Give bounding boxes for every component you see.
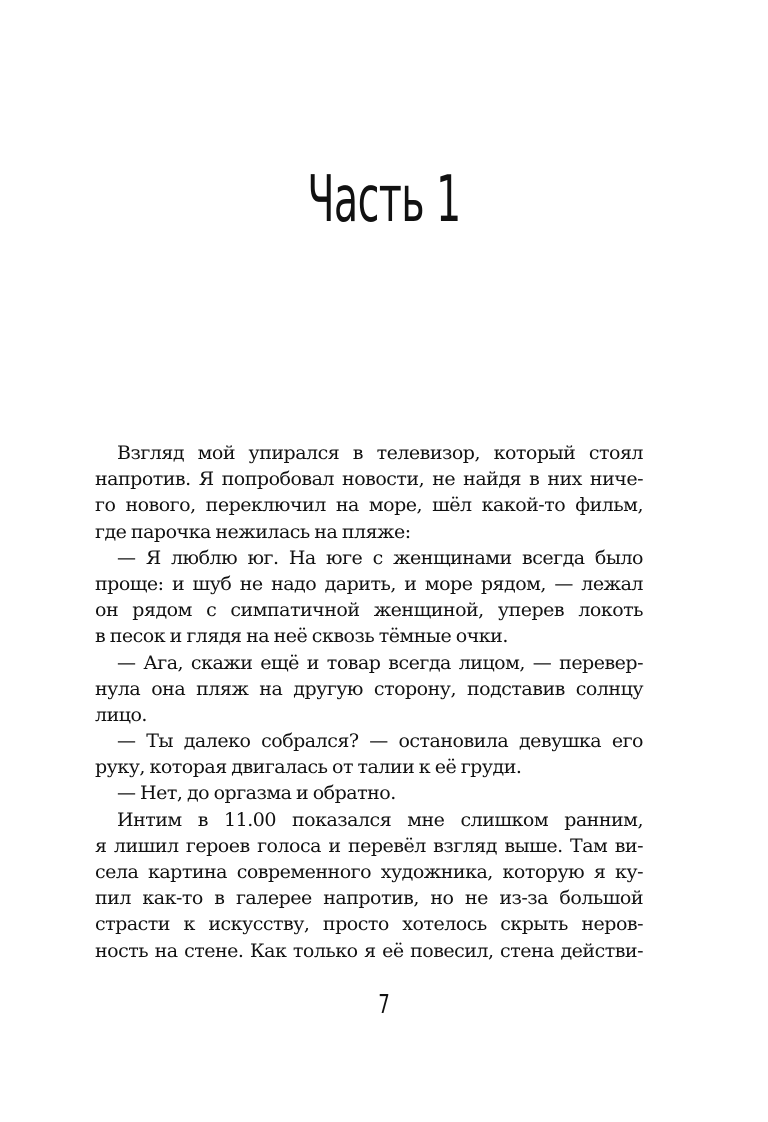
text-line: села картина современного художника, которую я ку- bbox=[95, 861, 643, 883]
text-line: напротив. Я попробовал новости, не найдя в них ниче- bbox=[95, 468, 643, 491]
text-line: го нового, переключил на море, шёл какой-то фильм, bbox=[95, 494, 643, 517]
text-line: Взгляд мой упирался в телевизор, который стоял bbox=[117, 442, 643, 464]
text-line: нула она пляж на другую сторону, подставив солнцу bbox=[95, 677, 643, 700]
chapter-title: Часть 1 bbox=[307, 163, 461, 237]
text-line: страсти к искусству, просто хотелось скрыть неров- bbox=[95, 913, 643, 936]
text-line: проще: и шуб не надо дарить, и море рядом, — лежал bbox=[95, 572, 643, 595]
text-line: — Нет, до оргазма и обратно. bbox=[117, 782, 396, 805]
text-line: ность на стене. Как только я её повесил, стена действи- bbox=[95, 939, 643, 962]
text-line: где парочка нежилась на пляже: bbox=[95, 520, 411, 543]
text-line: Интим в 11.00 показался мне слишком ранним, bbox=[117, 808, 643, 831]
text-line: он рядом с симпатичной женщиной, уперев локоть bbox=[95, 599, 643, 622]
text-line: — Я люблю юг. На юге с женщинами всегда было bbox=[117, 546, 643, 569]
text-line: руку, которая двигалась от талии к её груди. bbox=[95, 756, 522, 779]
text-line: лицо. bbox=[95, 703, 147, 726]
page-number: 7 bbox=[378, 990, 390, 1020]
body-text bbox=[95, 440, 643, 964]
text-line: в песок и глядя на неё сквозь тёмные очки. bbox=[95, 625, 508, 648]
text-line: — Ага, скажи ещё и товар всегда лицом, — перевер- bbox=[117, 651, 643, 674]
text-line: пил как-то в галерее напротив, но не из-за большой bbox=[95, 887, 643, 910]
text-line: — Ты далеко собрался? — остановила девушка его bbox=[117, 730, 643, 753]
text-line: я лишил героев голоса и перевёл взгляд выше. Там ви- bbox=[95, 834, 643, 857]
